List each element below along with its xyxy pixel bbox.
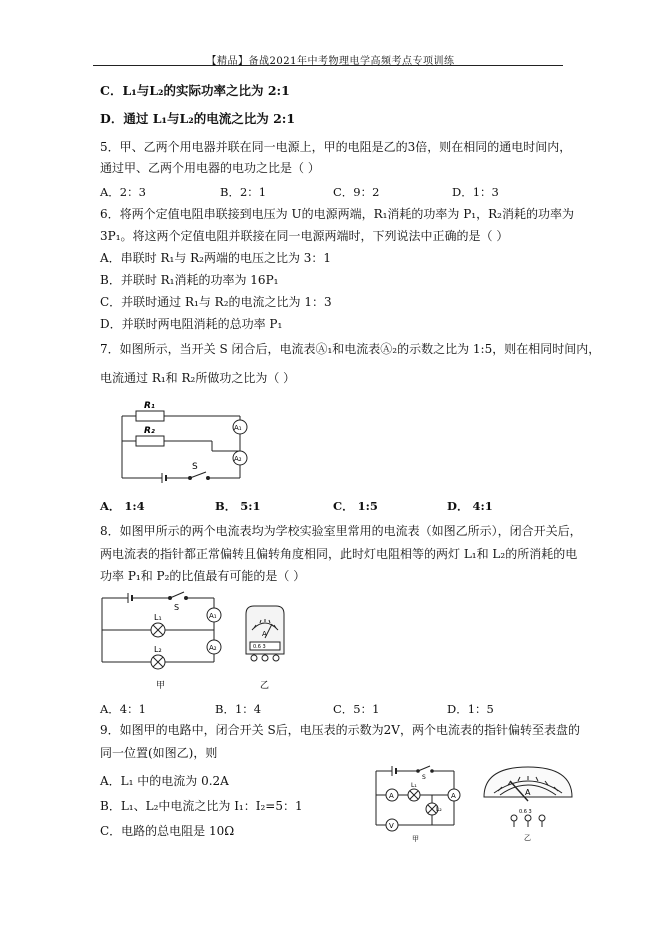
q5-option-d: D．1：3: [452, 185, 499, 199]
q7-stem-line2: 电流通过 R₁和 R₂所做功之比为（ ）: [100, 371, 296, 385]
q9-ammeter-left: A: [389, 792, 394, 800]
q9-option-a: A．L₁ 中的电流为 0.2A: [100, 774, 229, 788]
q8-option-a: A．4：1: [100, 702, 146, 716]
q8-switch-label: S: [174, 603, 180, 612]
q9-option-c: C．电路的总电阻是 10Ω: [100, 824, 235, 838]
q8-option-d: D．1：5: [447, 702, 494, 716]
q8-stem-line3: 功率 P₁和 P₂的比值最有可能的是（ ）: [100, 569, 306, 583]
q9-circuit-diagram: [370, 763, 465, 843]
q6-option-a: A．串联时 R₁与 R₂两端的电压之比为 3：1: [100, 251, 332, 265]
q9-lamp-l1-label: L₁: [411, 782, 417, 789]
q9-stem-line2: 同一位置(如图乙)，则: [100, 746, 218, 760]
q9-meter-letter: A: [525, 788, 531, 797]
q9-caption-jia: 甲: [412, 835, 419, 843]
q7-r1-label: R₁: [144, 401, 155, 411]
q9-voltmeter: V: [389, 822, 394, 830]
q7-switch-label: S: [192, 462, 198, 472]
q7-option-b: B． 5:1: [215, 499, 261, 513]
q6-stem-line2: 3P₁。将这两个定值电阻并联接在同一电源两端时，下列说法中正确的是（ ）: [100, 229, 509, 243]
q4-option-c: C．L₁与L₂的实际功率之比为 2:1: [100, 83, 290, 98]
q7-option-d: D． 4:1: [447, 499, 493, 513]
page-header: 【精品】备战2021年中考物理电学高频考点专项训练: [206, 56, 455, 67]
q7-circuit-diagram: [112, 396, 262, 488]
q5-option-c: C．9：2: [333, 185, 380, 199]
q5-stem-line2: 通过甲、乙两个用电器的电功之比是（ ）: [100, 161, 320, 175]
q9-stem-line1: 9．如图甲的电路中，闭合开关 S后，电压表的示数为2V，两个电流表的指针偏转至表盘的: [100, 723, 580, 737]
q9-switch-label: S: [422, 774, 426, 781]
q9-option-b: B．L₁、L₂中电流之比为 I₁：I₂=5：1: [100, 799, 303, 813]
q7-option-c: C． 1:5: [333, 499, 378, 513]
q8-lamp-l2-label: L₂: [154, 645, 162, 654]
q9-ammeter-picture: [478, 763, 578, 843]
header-rule: [93, 65, 563, 66]
q9-lamp-l2-label: L₂: [436, 806, 442, 813]
q8-meter-scale: 0.6 3: [253, 644, 266, 650]
q8-meter-letter: A: [262, 630, 267, 638]
q7-option-a: A． 1:4: [100, 499, 145, 513]
q8-stem-line2: 两电流表的指针都正常偏转且偏转角度相同，此时灯电阻相等的两灯 L₁和 L₂的所消耗的电: [100, 547, 578, 561]
q8-caption-yi: 乙: [260, 681, 270, 690]
q8-caption-jia: 甲: [156, 681, 166, 690]
q6-option-c: C．并联时通过 R₁与 R₂的电流之比为 1：3: [100, 295, 332, 309]
q8-ammeter-a1: A₁: [209, 612, 217, 620]
q8-option-b: B．1：4: [215, 702, 262, 716]
q8-option-c: C．5：1: [333, 702, 380, 716]
q8-circuit-diagram: [98, 590, 228, 690]
q6-option-b: B．并联时 R₁消耗的功率为 16P₁: [100, 273, 279, 287]
q9-caption-yi: 乙: [524, 834, 531, 842]
q8-ammeter-picture: [240, 604, 300, 690]
q7-ammeter-a1: A₁: [234, 424, 242, 432]
q9-ammeter-right: A: [451, 792, 456, 800]
q5-stem-line1: 5．甲、乙两个用电器并联在同一电源上，甲的电阻是乙的3倍，则在相同的通电时间内，: [100, 140, 572, 154]
q5-option-b: B．2：1: [220, 185, 267, 199]
q8-ammeter-a2: A₂: [209, 644, 217, 652]
q7-r2-label: R₂: [144, 426, 155, 436]
q9-meter-scale: 0.6 3: [519, 809, 532, 815]
q4-option-d: D．通过 L₁与L₂的电流之比为 2:1: [100, 111, 296, 126]
q6-option-d: D．并联时两电阻消耗的总功率 P₁: [100, 317, 283, 331]
q5-option-a: A．2：3: [100, 185, 146, 199]
q8-lamp-l1-label: L₁: [154, 613, 162, 622]
q7-ammeter-a2: A₂: [234, 455, 242, 463]
q7-stem-line1: 7．如图所示，当开关 S 闭合后，电流表Ⓐ₁和电流表Ⓐ₂的示数之比为 1:5，则在相同时间内，: [100, 342, 601, 356]
q6-stem-line1: 6．将两个定值电阻串联接到电压为 U的电源两端，R₁消耗的功率为 P₁，R₂消耗的功率为: [100, 207, 574, 221]
q8-stem-line1: 8．如图甲所示的两个电流表均为学校实验室里常用的电流表（如图乙所示），闭合开关后，: [100, 524, 582, 538]
